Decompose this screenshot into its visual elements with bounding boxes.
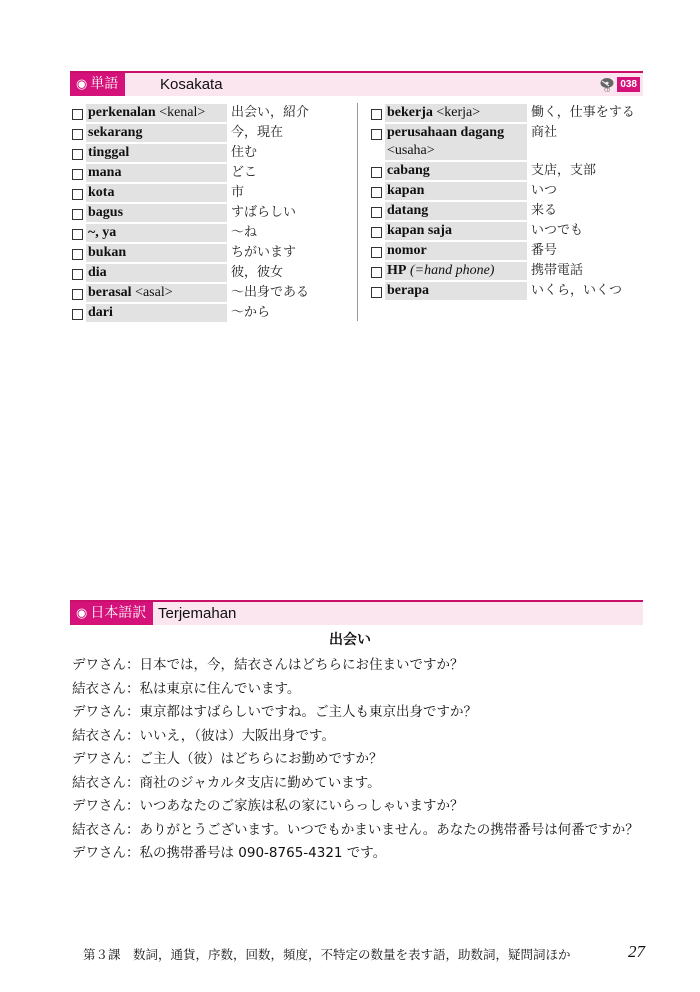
speaker-label: デワさん： — [72, 657, 140, 673]
vocab-root-note: <asal> — [135, 285, 173, 300]
vocab-item — [369, 182, 643, 200]
vocab-word-text: tinggal — [88, 145, 130, 160]
vocab-word-text: dia — [88, 265, 107, 280]
vocab-word-text: bukan — [88, 245, 127, 260]
vocab-word-text: HP — [387, 263, 407, 278]
vocab-word — [385, 262, 527, 280]
vocab-word-text: kapan — [387, 183, 425, 198]
dialog-line — [72, 748, 639, 772]
vocab-checkbox[interactable] — [72, 129, 83, 140]
vocab-word-text: cabang — [387, 163, 430, 178]
vocab-meaning: 彼，彼女 — [231, 265, 284, 280]
vocab-word — [385, 282, 527, 300]
page-footer — [83, 944, 645, 964]
vocab-meaning: 市 — [231, 185, 245, 200]
vocab-checkbox[interactable] — [371, 109, 382, 120]
dialog-text: 私は東京に住んでいます。 — [139, 680, 301, 697]
dialog-text: 私の携帯番号は 090-8765-4321 です。 — [139, 845, 387, 861]
speaker-label: 結衣さん： — [72, 821, 140, 838]
dialog-text: 東京都はすばらしいですね。ご主人も東京出身ですか？ — [139, 704, 477, 720]
translation-section-tag — [70, 602, 153, 625]
vocab-meaning: ～から — [231, 305, 271, 320]
vocab-word — [86, 284, 227, 302]
vocab-meaning: 今，現在 — [231, 125, 284, 140]
dialog-line — [72, 795, 639, 819]
vocab-item — [369, 162, 643, 180]
vocab-meaning: 出会い，紹介 — [231, 105, 310, 120]
vocab-checkbox[interactable] — [72, 189, 83, 200]
vocab-word-text: kota — [88, 185, 115, 200]
vocab-item — [70, 244, 352, 262]
dialog-text: いつあなたのご家族は私の家にいらっしゃいますか？ — [139, 798, 464, 814]
vocab-section-header — [70, 71, 643, 96]
dialog-title: 出会い — [329, 632, 371, 648]
vocab-root-note: <usaha> — [387, 143, 435, 158]
vocab-word — [385, 202, 527, 220]
vocab-meaning: いつでも — [531, 223, 584, 238]
vocab-item — [369, 202, 643, 220]
vocab-item — [70, 164, 352, 182]
translation-section-title: Terjemahan — [158, 605, 237, 622]
vocab-section-title: Kosakata — [160, 76, 223, 93]
vocab-word-text: bekerja — [387, 105, 433, 120]
vocab-meaning: 支店，支部 — [531, 163, 597, 178]
vocab-word-text: berasal — [88, 285, 132, 300]
vocab-checkbox[interactable] — [72, 269, 83, 280]
dialog-text: 日本では，今，結衣さんはどちらにお住まいですか？ — [139, 657, 464, 673]
chapter-title: 第３課 数詞，通貨，序数，回数，頻度，不特定の数量を表す語，助数詞，疑問詞ほか — [83, 947, 571, 962]
vocab-meaning: ちがいます — [231, 245, 297, 260]
speaker-label: デワさん： — [72, 845, 140, 861]
translation-section-header — [70, 600, 643, 625]
vocab-word — [86, 144, 227, 162]
dialog — [72, 654, 639, 866]
vocab-root-note: <kenal> — [159, 105, 206, 120]
vocab-word — [86, 164, 227, 182]
vocab-checkbox[interactable] — [72, 289, 83, 300]
column-divider — [357, 103, 358, 321]
vocab-checkbox[interactable] — [371, 207, 382, 218]
vocab-checkbox[interactable] — [371, 187, 382, 198]
vocab-checkbox[interactable] — [72, 209, 83, 220]
vocab-item — [369, 104, 643, 122]
dialog-text: いいえ，（彼は）大阪出身です。 — [139, 727, 335, 744]
vocab-meaning: すばらしい — [231, 205, 297, 220]
vocab-checkbox[interactable] — [371, 167, 382, 178]
vocab-checkbox[interactable] — [72, 309, 83, 320]
vocab-checkbox[interactable] — [72, 109, 83, 120]
speaker-label: デワさん： — [72, 704, 140, 720]
vocab-item — [70, 204, 352, 222]
vocab-checkbox[interactable] — [371, 129, 382, 140]
vocab-word-text: berapa — [387, 283, 429, 298]
vocab-item — [70, 144, 352, 162]
vocab-item — [70, 104, 352, 122]
speaker-label: 結衣さん： — [72, 680, 140, 697]
dialog-line — [72, 654, 639, 678]
translation-tag-label: 日本語訳 — [90, 605, 147, 621]
dialog-line — [72, 772, 639, 796]
vocab-checkbox[interactable] — [371, 287, 382, 298]
vocab-word — [86, 124, 227, 142]
vocab-item — [369, 242, 643, 260]
vocab-word-text: sekarang — [88, 125, 143, 140]
vocab-meaning: 番号 — [531, 243, 558, 258]
vocab-checkbox[interactable] — [72, 169, 83, 180]
vocab-word-text: ~, ya — [88, 225, 117, 240]
bullet-icon: ◉ — [76, 77, 88, 92]
vocab-item — [369, 262, 643, 280]
vocab-word — [385, 162, 527, 180]
cd-icon — [599, 77, 615, 92]
vocab-checkbox[interactable] — [371, 247, 382, 258]
vocab-meaning: どこ — [231, 165, 258, 180]
vocab-word — [385, 124, 527, 160]
vocab-checkbox[interactable] — [72, 149, 83, 160]
dialog-text: ありがとうございます。いつでもかまいません。あなたの携帯番号は何番ですか？ — [139, 821, 639, 838]
audio-track-badge[interactable] — [599, 77, 640, 92]
bullet-icon: ◉ — [76, 606, 88, 621]
speaker-label: デワさん： — [72, 798, 140, 814]
dialog-text: ご主人（彼）はどちらにお勤めですか？ — [139, 751, 383, 767]
vocab-word — [86, 184, 227, 202]
vocab-checkbox[interactable] — [72, 229, 83, 240]
speaker-label: 結衣さん： — [72, 727, 140, 744]
vocab-word-text: dari — [88, 305, 113, 320]
vocab-word-text: perusahaan dagang — [387, 125, 505, 140]
vocab-list-right — [369, 104, 643, 302]
vocab-meaning: いくら，いくつ — [531, 283, 623, 298]
vocab-root-note: (=hand phone) — [409, 263, 495, 278]
dialog-text: 商社のジャカルタ支店に勤めています。 — [139, 774, 381, 791]
vocab-checkbox[interactable] — [371, 227, 382, 238]
vocab-item — [70, 184, 352, 202]
speaker-label: 結衣さん： — [72, 774, 140, 791]
vocab-word — [385, 222, 527, 240]
vocab-meaning: 働く，仕事をする — [531, 105, 635, 120]
vocab-checkbox[interactable] — [72, 249, 83, 260]
vocab-meaning: 商社 — [531, 125, 558, 140]
dialog-line — [72, 678, 639, 702]
vocab-word — [86, 304, 227, 322]
dialog-line — [72, 701, 639, 725]
vocab-meaning: ～出身である — [231, 285, 310, 300]
vocab-meaning: ～ね — [231, 225, 258, 240]
vocab-tag-label: 単語 — [90, 76, 119, 92]
vocab-word-text: kapan saja — [387, 223, 452, 238]
vocab-checkbox[interactable] — [371, 267, 382, 278]
vocab-item — [70, 224, 352, 242]
vocab-word — [86, 204, 227, 222]
dialog-line — [72, 819, 639, 843]
vocab-item — [70, 264, 352, 282]
vocab-root-note: <kerja> — [436, 105, 481, 120]
vocab-word-text: datang — [387, 203, 429, 218]
vocab-section-tag — [70, 73, 125, 96]
vocab-word — [385, 104, 527, 122]
vocab-meaning: 住む — [231, 145, 258, 160]
vocab-meaning: 携帯電話 — [531, 263, 584, 278]
speaker-label: デワさん： — [72, 751, 140, 767]
dialog-line — [72, 725, 639, 749]
vocab-word — [385, 242, 527, 260]
vocab-item — [70, 124, 352, 142]
vocab-word — [385, 182, 527, 200]
vocab-item — [369, 124, 643, 160]
cd-label: CD — [604, 87, 611, 92]
vocab-word — [86, 104, 227, 122]
page-number: 27 — [628, 942, 645, 961]
vocab-list-left — [70, 104, 352, 324]
vocab-item — [70, 284, 352, 302]
vocab-word — [86, 224, 227, 242]
track-number: 038 — [617, 77, 640, 92]
vocab-item — [369, 222, 643, 240]
vocab-meaning: いつ — [531, 183, 558, 198]
vocab-item — [369, 282, 643, 300]
vocab-word-text: mana — [88, 165, 122, 180]
vocab-word — [86, 244, 227, 262]
vocab-word-text: perkenalan — [88, 105, 156, 120]
vocab-word-text: bagus — [88, 205, 124, 220]
vocab-word — [86, 264, 227, 282]
vocab-word-text: nomor — [387, 243, 427, 258]
dialog-line — [72, 842, 639, 866]
vocab-meaning: 来る — [531, 203, 558, 218]
vocab-item — [70, 304, 352, 322]
